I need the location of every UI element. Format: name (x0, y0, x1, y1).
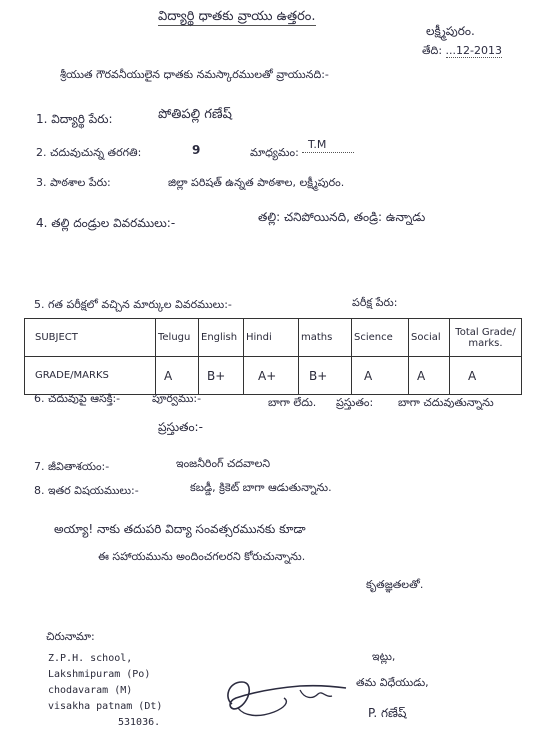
medium-value: T.M (308, 138, 327, 151)
table-header-cell: Telugu (156, 319, 199, 357)
class-label: 2. చదువుచున్న తరగతి: (36, 146, 142, 159)
medium-label: మాధ్యమం: (250, 146, 299, 159)
address-line-2: Lakshmipuram (Po) (48, 669, 151, 680)
place-name: లక్ష్మీపురం. (426, 24, 475, 38)
interest-present-label: ప్రస్తుతం:- (158, 420, 203, 434)
table-header-cell: Science (352, 319, 409, 357)
table-cell: A (156, 357, 199, 395)
table-row (25, 357, 522, 395)
marks-label: 5. గత పరీక్షలో వచ్చిన మార్కుల వివరములు:- (34, 298, 232, 311)
table-cell: A (409, 357, 450, 395)
interest-now-label: ప్రస్తుతం: (336, 396, 374, 409)
ambition-value: ఇంజనీరింగ్ చదవాలని (176, 457, 271, 470)
address-heading: చిరునామా: (46, 630, 95, 643)
ambition-label: 7. జీవితాశయం:- (34, 460, 110, 473)
closing-yours: ఇట్లు, (372, 650, 396, 663)
parents-label: 4. తల్లి దండ్రుల వివరములు:- (36, 216, 176, 230)
table-header-cell: Total Grade/ marks. (450, 319, 522, 357)
interest-past-label: పూర్వము:- (152, 392, 202, 405)
student-name-label: 1. విద్యార్థి పేరు: (36, 112, 113, 126)
date-value: ...12-2013 (445, 44, 502, 57)
body-line-1: అయ్యా! నాకు తదుపరి విద్యా సంవత్సరమునకు కూడా (54, 522, 306, 536)
other-matters-value: కబడ్డీ, క్రికెట్ బాగా ఆడుతున్నాను. (190, 481, 332, 494)
address-line-3: chodavaram (M) (48, 685, 133, 696)
student-name-value: పోతిపల్లి గణేష్ (158, 107, 232, 122)
table-header-cell: Social (409, 319, 450, 357)
school-name-value: జిల్లా పరిషత్ ఉన్నత పాఠశాల, లక్ష్మీపురం. (168, 176, 345, 189)
student-signature: P. గణేష్ (368, 706, 407, 720)
table-header-row (25, 319, 522, 357)
address-line-1: Z.P.H. school, (48, 653, 133, 664)
body-line-3: కృతజ్ఞతలతో. (366, 578, 424, 591)
exam-name-label: పరీక్ష పేరు: (352, 296, 398, 309)
interest-label: 6. చదువుపై ఆసక్తి:- (34, 392, 121, 405)
closing-obedient: తమ విధేయుడు, (356, 676, 429, 689)
interest-past-value: బాగా లేదు. (268, 396, 317, 409)
body-line-2: ఈ సహాయమును అందించగలరని కోరుచున్నాను. (98, 550, 306, 563)
school-name-label: 3. పాఠశాల పేరు: (36, 176, 111, 189)
parents-value: తల్లి: చనిపోయినది, తండ్రి: ఉన్నాడు (258, 210, 426, 224)
table-header-cell: Hindi (244, 319, 299, 357)
date-line (422, 44, 502, 58)
medium-underline (302, 152, 354, 153)
address-line-5: 531036. (118, 717, 161, 728)
letter-title: విద్యార్థి ధాతకు వ్రాయు ఉత్తరం. (158, 9, 316, 24)
table-header-cell: SUBJECT (25, 319, 156, 357)
table-row-label: GRADE/MARKS (25, 357, 156, 395)
table-header-cell: maths (299, 319, 352, 357)
marks-table (24, 318, 522, 395)
table-header-cell: English (199, 319, 244, 357)
table-cell: B+ (199, 357, 244, 395)
table-cell: A+ (244, 357, 299, 395)
table-cell: B+ (299, 357, 352, 395)
officer-signature (214, 668, 354, 728)
other-matters-label: 8. ఇతర విషయములు:- (34, 484, 139, 497)
interest-now-value: బాగా చదువుతున్నాను (398, 396, 494, 409)
table-cell: A (352, 357, 409, 395)
table-cell: A (450, 357, 522, 395)
date-label: తేది: (422, 44, 446, 57)
salutation: శ్రీయుత గౌరవనీయులైన ధాతకు నమస్కారములతో వ్రాయునది:- (60, 68, 329, 81)
address-line-4: visakha patnam (Dt) (48, 701, 163, 712)
class-value: 9 (192, 143, 201, 157)
